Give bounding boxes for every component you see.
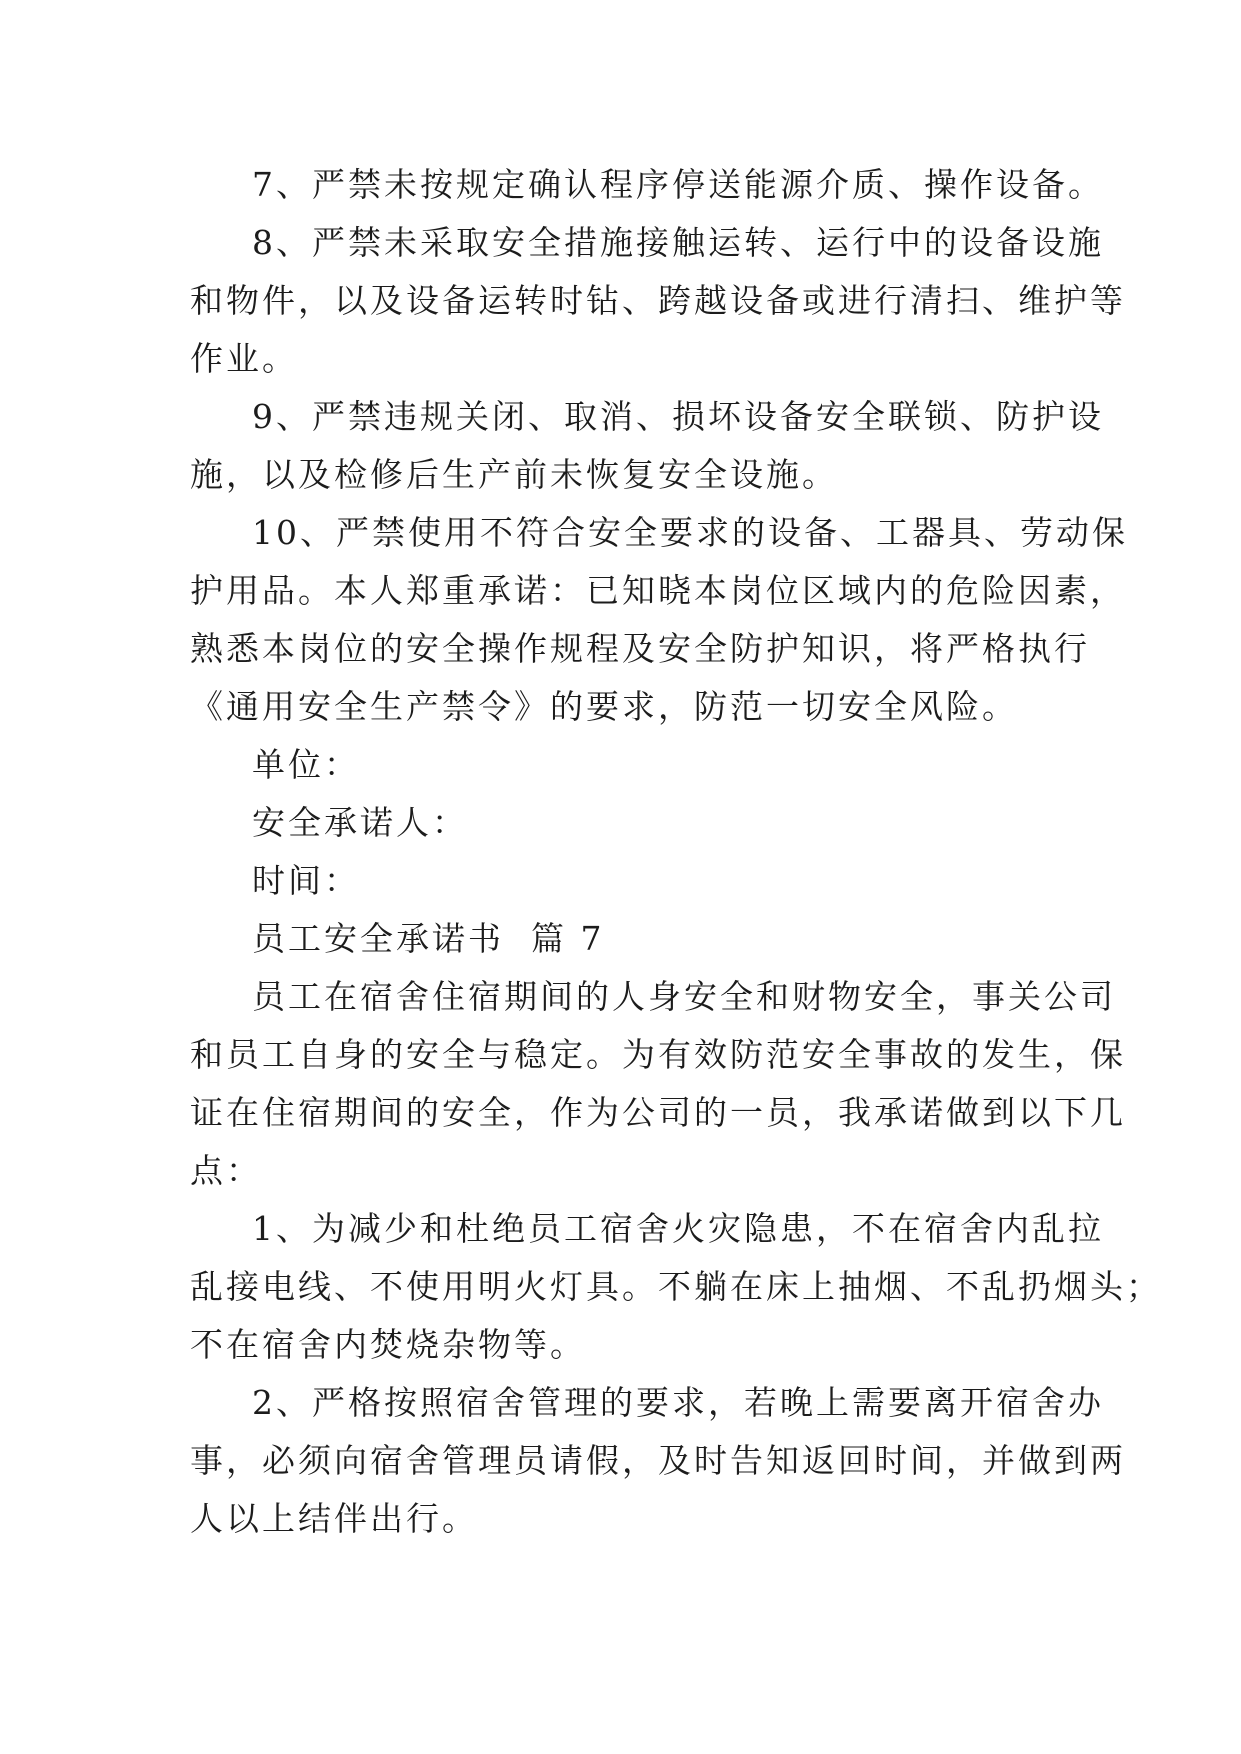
intro-line-2: 和员工自身的安全与稳定。为有效防范安全事故的发生，保 (190, 1035, 1126, 1074)
pledge-2-line-2: 事，必须向宿舍管理员请假，及时告知返回时间，并做到两 (190, 1441, 1126, 1480)
promisor-label: 安全承诺人： (252, 803, 468, 842)
section-heading: 员工安全承诺书 篇 7 (252, 919, 605, 958)
date-label: 时间： (252, 861, 360, 900)
intro-line-1: 员工在宿舍住宿期间的人身安全和财物安全，事关公司 (252, 977, 1116, 1016)
intro-line-3: 证在住宿期间的安全，作为公司的一员，我承诺做到以下几 (190, 1093, 1126, 1132)
pledge-1-line-2: 乱接电线、不使用明火灯具。不躺在床上抽烟、不乱扔烟头； (190, 1267, 1162, 1306)
rule-10-line-3: 熟悉本岗位的安全操作规程及安全防护知识，将严格执行 (190, 629, 1090, 668)
rule-9-line-2: 施，以及检修后生产前未恢复安全设施。 (190, 455, 838, 494)
pledge-2-line-3: 人以上结伴出行。 (190, 1499, 478, 1538)
intro-line-4: 点： (190, 1151, 262, 1190)
rule-10-line-2: 护用品。本人郑重承诺：已知晓本岗位区域内的危险因素， (190, 571, 1126, 610)
rule-9-line-1: 9、严禁违规关闭、取消、损坏设备安全联锁、防护设 (252, 397, 1104, 436)
pledge-2-line-1: 2、严格按照宿舍管理的要求，若晚上需要离开宿舍办 (252, 1383, 1104, 1422)
pledge-1-line-3: 不在宿舍内焚烧杂物等。 (190, 1325, 586, 1364)
rule-8-line-2: 和物件，以及设备运转时钻、跨越设备或进行清扫、维护等 (190, 281, 1126, 320)
rule-10-line-1: 10、严禁使用不符合安全要求的设备、工器具、劳动保 (252, 513, 1128, 552)
rule-8-line-1: 8、严禁未采取安全措施接触运转、运行中的设备设施 (252, 223, 1104, 262)
unit-label: 单位： (252, 745, 360, 784)
rule-10-line-4: 《通用安全生产禁令》的要求，防范一切安全风险。 (190, 687, 1018, 726)
pledge-1-line-1: 1、为减少和杜绝员工宿舍火灾隐患，不在宿舍内乱拉 (252, 1209, 1104, 1248)
rule-8-line-3: 作业。 (190, 339, 298, 378)
rule-7-line-1: 7、严禁未按规定确认程序停送能源介质、操作设备。 (252, 165, 1104, 204)
